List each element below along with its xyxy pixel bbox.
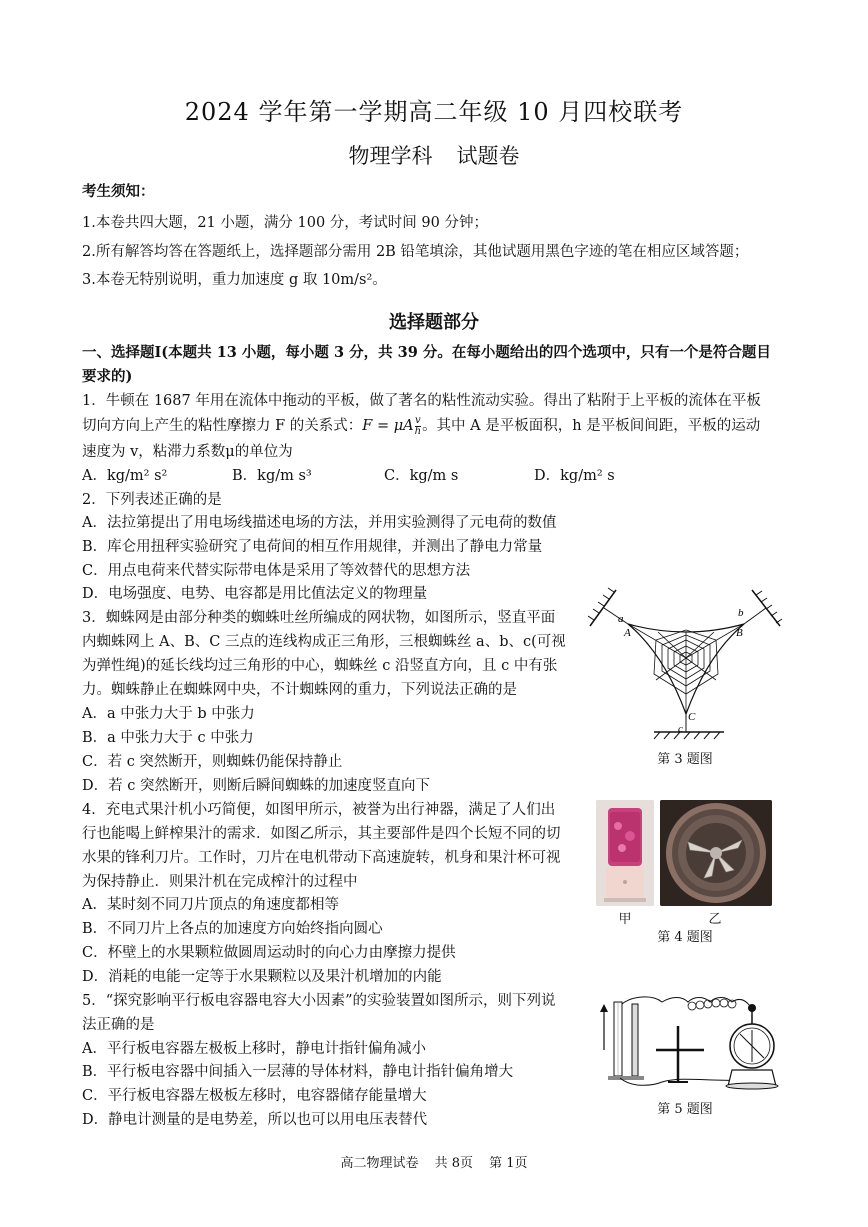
notice-item-1: 1.本卷共四大题，21 小题，满分 100 分，考试时间 90 分钟； bbox=[82, 215, 488, 231]
q1-frac-num: v bbox=[415, 414, 421, 426]
spider-web-figure bbox=[588, 582, 788, 740]
exam-subtitle bbox=[0, 140, 868, 170]
q1-line-1: 1．牛顿在 1687 年用在流体中拖动的平板，做了著名的粘性流动实验。得出了粘附于上平板的流体在平板 bbox=[82, 393, 761, 409]
q5-option-a: A．平行板电容器左极板上移时，静电计指针偏角减小 bbox=[82, 1041, 426, 1057]
footer-total: 共 8页 bbox=[434, 1156, 473, 1171]
q1-option-d: D．kg/m² s bbox=[534, 468, 615, 484]
q4-line-2: 行也能喝上鲜榨果汁的需求．如图乙所示，其主要部件是四个长短不同的切 bbox=[82, 826, 561, 842]
q5-option-d: D．静电计测量的是电势差，所以也可以用电压表替代 bbox=[82, 1112, 428, 1128]
footer-page: 第 1页 bbox=[489, 1156, 528, 1171]
blade-illustration bbox=[660, 800, 772, 906]
q5-option-c: C．平行板电容器左极板左移时，电容器储存能量增大 bbox=[82, 1088, 427, 1104]
notice-item-3: 3.本卷无特别说明，重力加速度 g 取 10m/s²。 bbox=[82, 272, 387, 288]
subject-name: 物理学科 bbox=[348, 144, 433, 168]
q2-option-d: D．电场强度、电势、电容都是用比值法定义的物理量 bbox=[82, 586, 428, 602]
q1-frac-den: h bbox=[414, 425, 422, 437]
section-title: 选择题部分 bbox=[389, 312, 479, 333]
q3-figure-caption: 第 3 题图 bbox=[657, 752, 713, 767]
page-footer bbox=[0, 1152, 868, 1171]
q3-line-1: 3．蜘蛛网是由部分种类的蜘蛛吐丝所编成的网状物，如图所示，竖直平面 bbox=[82, 610, 556, 626]
q4-line-4: 为保持静止．则果汁机在完成榨汁的过程中 bbox=[82, 874, 358, 890]
q5-line-2: 法正确的是 bbox=[82, 1017, 155, 1033]
q1-line-2a: 切向方向上产生的粘性摩擦力 F 的关系式： bbox=[82, 418, 363, 434]
q2-option-a: A．法拉第提出了用电场线描述电场的方法，并用实验测得了元电荷的数值 bbox=[82, 515, 557, 531]
q3-line-4: 力。蜘蛛静止在蜘蛛网中央，不计蜘蛛网的重力，下列说法正确的是 bbox=[82, 682, 517, 698]
q1-option-c: C．kg/m s bbox=[384, 468, 459, 484]
q2-stem: 2．下列表述正确的是 bbox=[82, 492, 222, 508]
q5-figure-caption: 第 5 题图 bbox=[657, 1102, 713, 1117]
label-b: b bbox=[738, 607, 744, 619]
exam-title: 2024 学年第一学期高二年级 10 月四校联考 bbox=[184, 98, 684, 126]
label-C: C bbox=[688, 711, 696, 723]
q3-line-2: 内蜘蛛网上 A、B、C 三点的连线构成正三角形，三根蜘蛛丝 a、b、c(可视 bbox=[82, 634, 566, 650]
q5-line-1: 5．“探究影响平行板电容器电容大小因素”的实验装置如图所示，则下列说 bbox=[82, 993, 556, 1009]
q4-line-3: 水果的锋利刀片。工作时，刀片在电机带动下高速旋转，机身和果汁杯可视 bbox=[82, 850, 561, 866]
q3-option-a: A．a 中张力大于 b 中张力 bbox=[82, 706, 255, 722]
label-B: B bbox=[736, 627, 743, 639]
q2-option-b: B．库仑用扭秤实验研究了电荷间的相互作用规律，并测出了静电力常量 bbox=[82, 539, 543, 555]
juicer-photo bbox=[596, 800, 654, 906]
q3-option-d: D．若 c 突然断开，则断后瞬间蜘蛛的加速度竖直向下 bbox=[82, 778, 430, 794]
q4-label-right: 乙 bbox=[708, 912, 722, 927]
q4-option-a: A．某时刻不同刀片顶点的角速度都相等 bbox=[82, 897, 339, 913]
q4-option-d: D．消耗的电能一定等于水果颗粒以及果汁机增加的内能 bbox=[82, 969, 442, 985]
q1-line-3: 速度为 v，粘滞力系数μ的单位为 bbox=[82, 444, 293, 460]
part1-heading-line1: 一、选择题I(本题共 13 小题，每小题 3 分，共 39 分。在每小题给出的四个选项中，只有一个是符合题目 bbox=[82, 344, 771, 361]
q4-option-c: C．杯壁上的水果颗粒做圆周运动时的向心力由摩擦力提供 bbox=[82, 945, 456, 961]
part1-heading-line2: 要求的) bbox=[82, 368, 133, 385]
q1-line-2 bbox=[82, 414, 760, 438]
q3-line-3: 为弹性绳)的延长线均过三角形的中心，蜘蛛丝 c 沿竖直方向，且 c 中有张 bbox=[82, 658, 558, 674]
capacitor-apparatus-figure bbox=[592, 990, 784, 1094]
paper-name: 试题卷 bbox=[456, 144, 520, 168]
q1-fraction bbox=[415, 416, 421, 437]
q1-option-b: B．kg/m s³ bbox=[232, 468, 312, 484]
q1-line-2b: 。其中 A 是平板面积，h 是平板间间距，平板的运动 bbox=[422, 418, 761, 434]
label-A: A bbox=[624, 627, 631, 639]
q1-options bbox=[82, 464, 615, 488]
q4-line-1: 4．充电式果汁机小巧简便，如图甲所示，被誉为出行神器，满足了人们出 bbox=[82, 802, 556, 818]
q1-option-a: A．kg/m² s² bbox=[82, 468, 168, 484]
label-c: c bbox=[678, 723, 683, 735]
q5-option-b: B．平行板电容器中间插入一层薄的导体材料，静电计指针偏角增大 bbox=[82, 1064, 514, 1080]
q1-formula: F = μA bbox=[362, 418, 414, 434]
q4-figure-caption: 第 4 题图 bbox=[657, 930, 713, 945]
juicer-illustration bbox=[596, 800, 654, 906]
q4-label-left: 甲 bbox=[618, 912, 632, 927]
q2-option-c: C．用点电荷来代替实际带电体是采用了等效替代的思想方法 bbox=[82, 563, 471, 579]
footer-course: 高二物理试卷 bbox=[340, 1156, 419, 1171]
q3-option-b: B．a 中张力大于 c 中张力 bbox=[82, 730, 254, 746]
notice-item-2: 2.所有解答均答在答题纸上，选择题部分需用 2B 铅笔填涂，其他试题用黑色字迹的笔在相应区域答题； bbox=[82, 244, 749, 260]
label-a: a bbox=[618, 613, 624, 625]
q4-option-b: B．不同刀片上各点的加速度方向始终指向圆心 bbox=[82, 921, 383, 937]
juicer-blade-photo bbox=[660, 800, 772, 906]
q3-option-c: C．若 c 突然断开，则蜘蛛仍能保持静止 bbox=[82, 754, 343, 770]
notice-heading: 考生须知： bbox=[82, 183, 155, 200]
